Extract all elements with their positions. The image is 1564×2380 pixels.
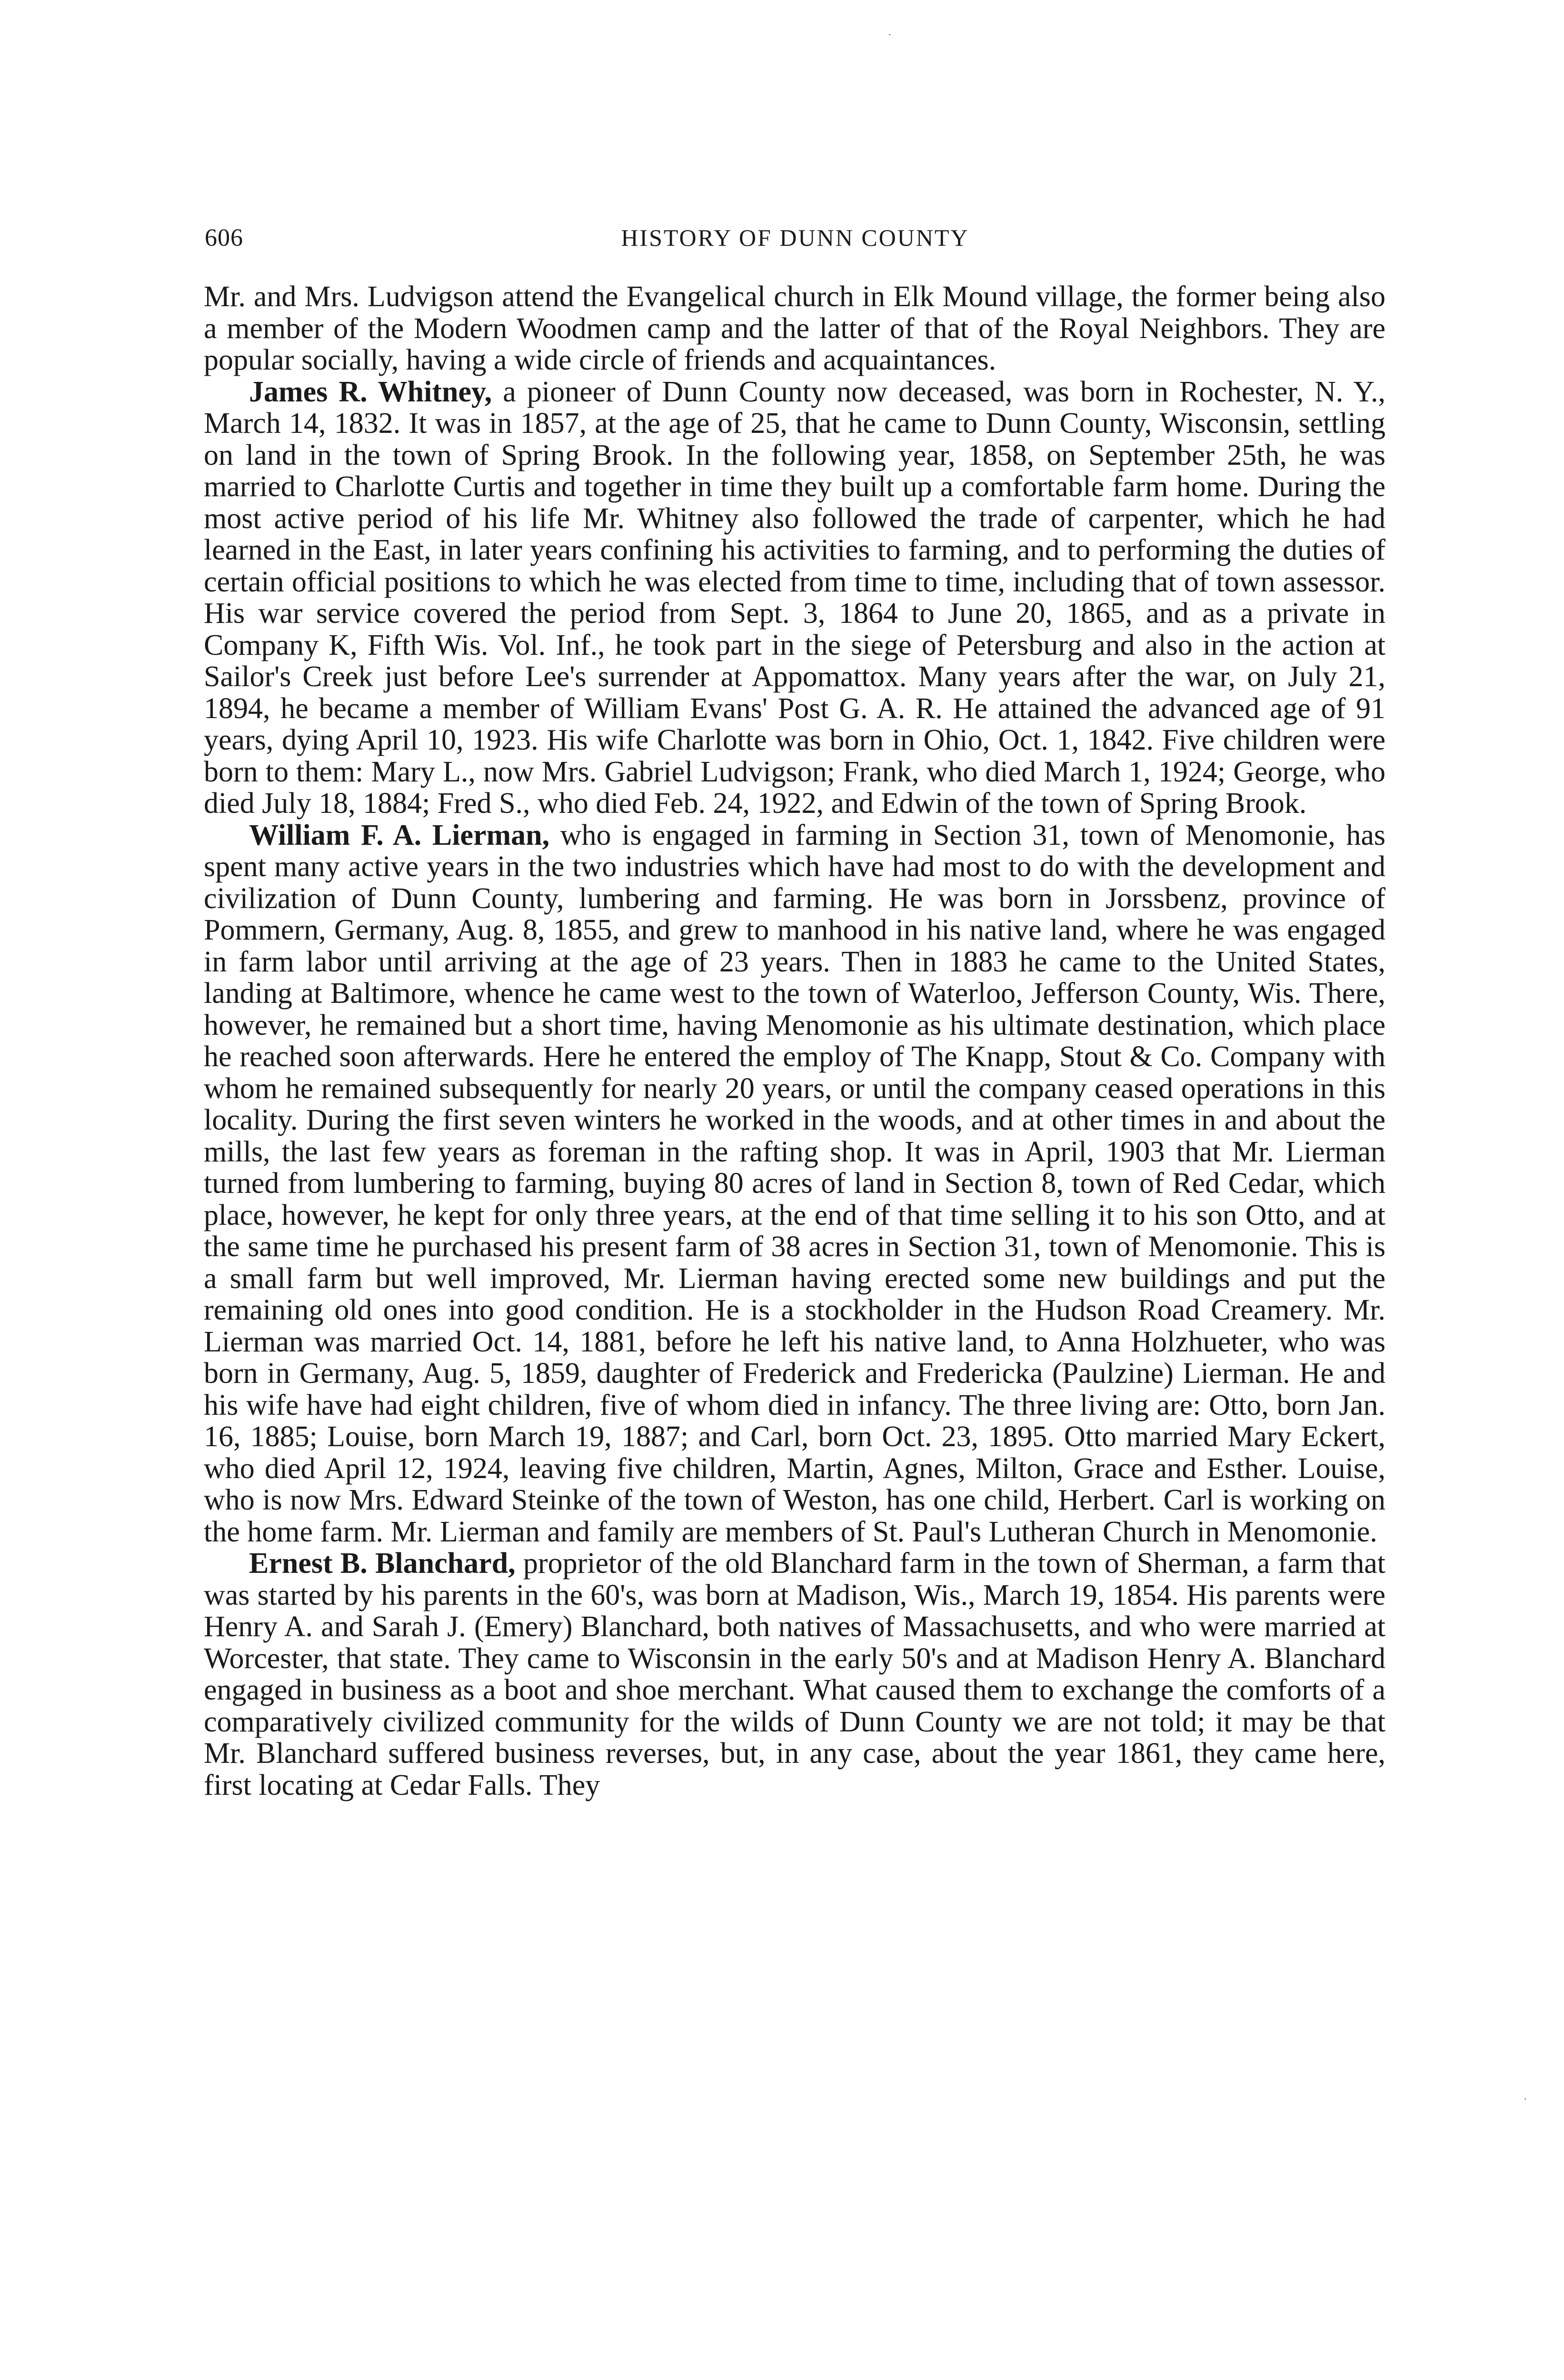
page-number: 606 — [205, 224, 243, 251]
biography-name: James R. Whitney, — [249, 375, 492, 408]
paragraph-william-lierman — [204, 820, 1385, 1548]
body-text — [204, 281, 1385, 1801]
paragraph-text: a pioneer of Dunn County now deceased, was born in Rochester, N. Y., March 14, 1832. It was in 1857, at the age of 25, that he came to Dunn County, Wisconsin, settling on land in the town of Spring Brook. In the following year, 1858, on September 25th, he was married to Charlotte Curtis and together in time they built up a comfortable farm home. During the most active period of his life Mr. Whitney also followed the trade of carpenter, which he had learned in the East, in later years confining his activities to farming, and to performing the duties of certain official positions to which he was elected from time to time, including that of town assessor. His war service covered the period from Sept. 3, 1864 to June 20, 1865, and as a private in Company K, Fifth Wis. Vol. Inf., he took part in the siege of Petersburg and also in the action at Sailor's Creek just before Lee's surrender at Appomattox. Many years after the war, on July 21, 1894, he became a member of William Evans' Post G. A. R. He attained the advanced age of 91 years, dying April 10, 1923. His wife Charlotte was born in Ohio, Oct. 1, 1842. Five children were born to them: Mary L., now Mrs. Gabriel Ludvigson; Frank, who died March 1, 1924; George, who died July 18, 1884; Fred S., who died Feb. 24, 1922, and Edwin of the town of Spring Brook. — [204, 375, 1385, 820]
stray-print-mark: · — [1524, 2093, 1527, 2105]
paragraph-text: proprietor of the old Blanchard farm in the town of Sherman, a farm that was started by his parents in the 60's, was born at Madison, Wis., March 19, 1854. His parents were Henry A. and Sarah J. (Emery) Blanchard, both natives of Massachusetts, and who were married at Worcester, that state. They came to Wisconsin in the early 50's and at Madison Henry A. Blanchard engaged in business as a boot and shoe merchant. What caused them to exchange the comforts of a comparatively civilized community for the wilds of Dunn County we are not told; it may be that Mr. Blanchard suffered business reverses, but, in any case, about the year 1861, they came here, first locating at Cedar Falls. They — [204, 1547, 1385, 1801]
running-title: HISTORY OF DUNN COUNTY — [621, 224, 969, 251]
biography-name: Ernest B. Blanchard, — [249, 1547, 516, 1580]
paragraph-continued — [204, 281, 1385, 376]
paragraph-james-whitney — [204, 376, 1385, 820]
paragraph-text: Mr. and Mrs. Ludvigson attend the Evangelical church in Elk Mound village, the former being also a member of the Modern Woodmen camp and the latter of that of the Royal Neighbors. They are popular socially, having a wide circle of friends and acquaintances. — [204, 280, 1385, 376]
running-head — [205, 224, 1385, 262]
biography-name: William F. A. Lierman, — [249, 819, 550, 851]
paragraph-text: who is engaged in farming in Section 31, town of Menomonie, has spent many active years in the two industries which have had most to do with the development and civilization of Dunn County, lumbering and farming. He was born in Jorssbenz, province of Pommern, Germany, Aug. 8, 1855, and grew to manhood in his native land, where he was engaged in farm labor until arriving at the age of 23 years. Then in 1883 he came to the United States, landing at Baltimore, whence he came west to the town of Waterloo, Jefferson County, Wis. There, however, he remained but a short time, having Menomonie as his ultimate destination, which place he reached soon afterwards. Here he entered the employ of The Knapp, Stout & Co. Company with whom he remained subsequently for nearly 20 years, or until the company ceased operations in this locality. During the first seven winters he worked in the woods, and at other times in and about the mills, the last few years as foreman in the rafting shop. It was in April, 1903 that Mr. Lierman turned from lumbering to farming, buying 80 acres of land in Section 8, town of Red Cedar, which place, however, he kept for only three years, at the end of that time selling it to his son Otto, and at the same time he purchased his present farm of 38 acres in Section 31, town of Menomonie. This is a small farm but well improved, Mr. Lierman having erected some new buildings and put the remaining old ones into good condition. He is a stockholder in the Hudson Road Creamery. Mr. Lierman was married Oct. 14, 1881, before he left his native land, to Anna Holzhueter, who was born in Germany, Aug. 5, 1859, daughter of Frederick and Fredericka (Paulzine) Lierman. He and his wife have had eight children, five of whom died in infancy. The three living are: Otto, born Jan. 16, 1885; Louise, born March 19, 1887; and Carl, born Oct. 23, 1895. Otto married Mary Eckert, who died April 12, 1924, leaving five children, Martin, Agnes, Milton, Grace and Esther. Louise, who is now Mrs. Edward Steinke of the town of Weston, has one child, Herbert. Carl is working on the home farm. Mr. Lierman and family are members of St. Paul's Lutheran Church in Menomonie. — [204, 819, 1385, 1548]
stray-print-mark: · — [888, 29, 892, 40]
paragraph-ernest-blanchard — [204, 1548, 1385, 1801]
